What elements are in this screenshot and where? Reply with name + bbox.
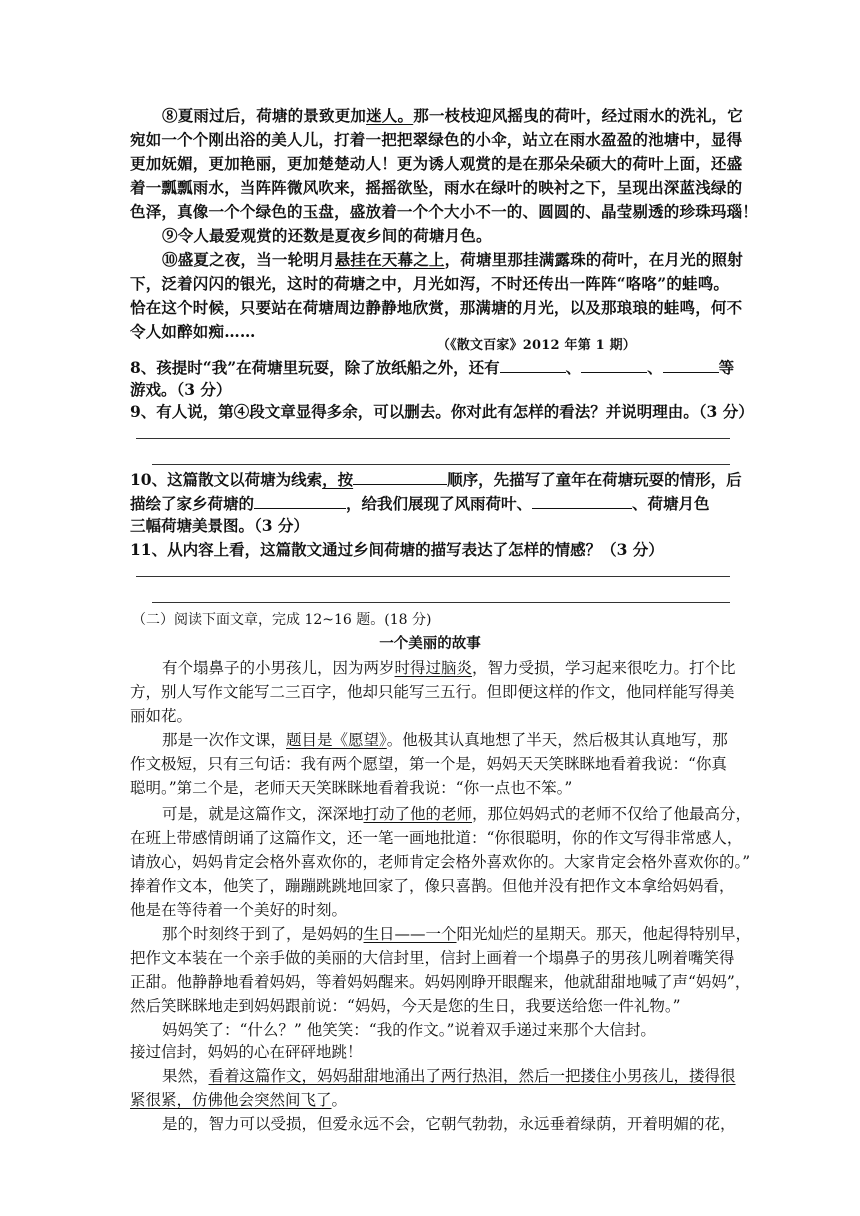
- question-10-line-2: 描绘了家乡荷塘的 ，给我们展现了风雨荷叶、 、荷塘月色: [130, 494, 710, 513]
- q11-answer-line-1[interactable]: [136, 576, 730, 577]
- q10-answer-blank-2[interactable]: [254, 493, 346, 509]
- question-10-line-3: 三幅荷塘美景图。（3 分）: [130, 516, 309, 535]
- p10-line-3: 恰在这个时候，只要站在荷塘周边静静地欣赏，那满塘的月光，以及那琅琅的蛙鸣，何不: [130, 298, 743, 317]
- p8-line-1: ⑧夏雨过后，荷塘的景致更加迷人。那一枝枝迎风摇曳的荷叶，经过雨水的洗礼，它: [162, 106, 743, 125]
- question-8-line-1: 8、孩提时“我”在荷塘里玩耍，除了放纸船之外，还有 、 、 等: [130, 358, 735, 377]
- story-line: 捧着作文本，他笑了，蹦蹦跳跳地回家了，像只喜鹊。但他并没有把作文本拿给妈妈看，: [130, 877, 735, 895]
- story-line: 把作文本装在一个亲手做的美丽的大信封里，信封上画着一个塌鼻子的男孩儿咧着嘴笑得: [130, 949, 735, 967]
- story-line: 那是一次作文课，题目是《愿望》。他极其认真地想了半天，然后极其认真地写，那: [162, 731, 728, 749]
- story-line: 丽如花。: [130, 707, 193, 725]
- story-line: 是的，智力可以受损，但爱永远不会，它朝气勃勃，永远垂着绿荫，开着明媚的花，: [162, 1115, 736, 1133]
- p10-line-4: 令人如醉如痴……: [130, 322, 256, 341]
- q9-answer-line-2[interactable]: [152, 464, 730, 465]
- p8-line-4: 着一瓢瓢雨水，当阵阵微风吹来，摇摇欲坠，雨水在绿叶的映衬之下，呈现出深蓝浅绿的: [130, 178, 743, 197]
- story-line: 正甜。他静静地看着妈妈，等着妈妈醒来。妈妈刚睁开眼醒来，他就甜甜地喊了声“妈妈”，: [130, 973, 751, 991]
- source-citation: （《散文百家》2012 年第 1 期）: [436, 338, 636, 353]
- q9-answer-line-1[interactable]: [136, 438, 730, 439]
- story-line: 聪明。”第二个是，老师天天笑眯眯地看着我说：“你一点也不笨。”: [130, 779, 573, 797]
- p9-line: ⑨令人最爱观赏的还数是夏夜乡间的荷塘月色。: [162, 226, 492, 245]
- story-line: 那个时刻终于到了，是妈妈的生日——一个阳光灿烂的星期天。那天，他起得特别早，: [162, 925, 752, 943]
- q10-answer-blank-3[interactable]: [532, 493, 632, 509]
- story-line: 在班上带感情朗诵了这篇作文，还一笔一画地批道：“你很聪明，你的作文写得非常感人，: [130, 829, 743, 847]
- story-line: 作文极短，只有三句话：我有两个愿望，第一个是，妈妈天天笑眯眯地看着我说：“你真: [130, 755, 727, 773]
- q11-answer-line-2[interactable]: [152, 602, 730, 603]
- story-line: 有个塌鼻子的小男孩儿，因为两岁时得过脑炎，智力受损，学习起来很吃力。打个比: [162, 659, 736, 677]
- question-8-line-2: 游戏。（3 分）: [130, 380, 232, 399]
- story-line: 方，别人写作文能写二三百字，他却只能写三五行。但即便这样的作文，他同样能写得美: [130, 683, 735, 701]
- q8-answer-blank-1[interactable]: [500, 357, 566, 373]
- q8-answer-blank-3[interactable]: [663, 357, 719, 373]
- story-line: 接过信封，妈妈的心在砰砰地跳！: [130, 1043, 363, 1061]
- story-line: 请放心，妈妈肯定会格外喜欢你的，老师肯定会格外喜欢你的。大家肯定会格外喜欢你的。”: [130, 853, 751, 871]
- story-line: 然后笑眯眯地走到妈妈跟前说：“妈妈，今天是您的生日，我要送给您一件礼物。”: [130, 997, 681, 1015]
- p8-line-5: 色泽，真像一个个绿色的玉盘，盛放着一个个大小不一的、圆圆的、晶莹剔透的珍珠玛瑙！: [130, 202, 759, 221]
- story-line: 果然，看着这篇作文，妈妈甜甜地涌出了两行热泪，然后一把搂住小男孩儿，搂得很: [162, 1067, 736, 1085]
- p8-line-3: 更加妩媚，更加艳丽，更加楚楚动人！更为诱人观赏的是在那朵朵硕大的荷叶上面，还盛: [130, 154, 743, 173]
- section-2-heading: （二）阅读下面文章，完成 12~16 题。(18 分): [132, 612, 432, 628]
- question-10-line-1: 10、这篇散文以荷塘为线索，按 顺序，先描写了童年在荷塘玩耍的情形，后: [130, 470, 742, 489]
- story-line: 妈妈笑了：“什么？” 他笑笑：“我的作文。”说着双手递过来那个大信封。: [162, 1021, 656, 1039]
- story-line: 他是在等待着一个美好的时刻。: [130, 901, 348, 919]
- story-title: 一个美丽的故事: [379, 635, 481, 652]
- q8-answer-blank-2[interactable]: [581, 357, 647, 373]
- story-line: 紧很紧，仿佛他会突然间飞了。: [130, 1091, 348, 1109]
- p8-line-2: 宛如一个个刚出浴的美人儿，打着一把把翠绿色的小伞，站立在雨水盈盈的池塘中，显得: [130, 130, 743, 149]
- p10-line-1: ⑩盛夏之夜，当一轮明月悬挂在天幕之上，荷塘里那挂满露珠的荷叶，在月光的照射: [162, 250, 743, 269]
- q10-answer-blank-1[interactable]: [353, 469, 447, 485]
- question-9: 9、有人说，第④段文章显得多余，可以删去。你对此有怎样的看法？并说明理由。（3 分）: [130, 402, 754, 421]
- story-line: 可是，就是这篇作文，深深地打动了他的老师，那位妈妈式的老师不仅给了他最高分，: [162, 805, 752, 823]
- p10-line-2: 下，泛着闪闪的银光，这时的荷塘之中，月光如泻，不时还传出一阵阵“咯咯”的蛙鸣。: [130, 274, 730, 293]
- question-11: 11、从内容上看，这篇散文通过乡间荷塘的描写表达了怎样的情感？（3 分）: [130, 540, 664, 559]
